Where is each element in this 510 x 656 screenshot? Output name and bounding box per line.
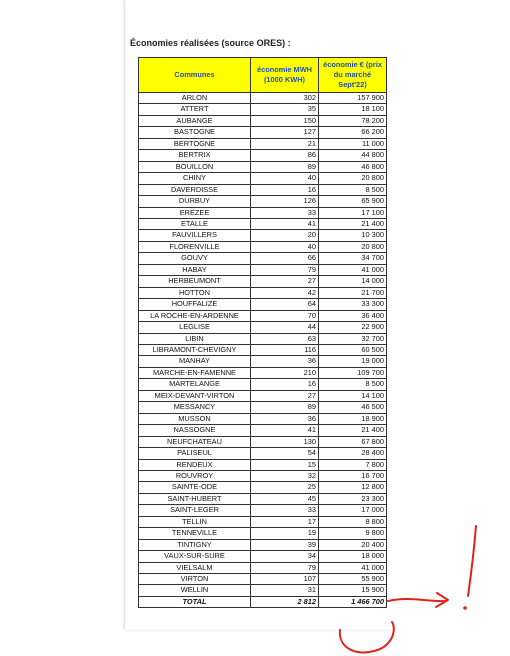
table-row <box>139 241 387 252</box>
table-row <box>139 574 387 585</box>
col-header-communes: Communes <box>139 58 251 93</box>
table-row <box>139 196 387 207</box>
euro-cell: 44 800 <box>319 150 387 161</box>
euro-cell: 12 800 <box>319 482 387 493</box>
mwh-cell: 63 <box>251 333 319 344</box>
commune-cell: CHINY <box>139 173 251 184</box>
euro-cell: 109 700 <box>319 367 387 378</box>
table-row <box>139 402 387 413</box>
commune-cell: MARCHE-EN-FAMENNE <box>139 367 251 378</box>
table-row <box>139 425 387 436</box>
commune-cell: LIBIN <box>139 333 251 344</box>
commune-cell: HABAY <box>139 264 251 275</box>
commune-cell: MEIX-DEVANT-VIRTON <box>139 390 251 401</box>
total-label: TOTAL <box>139 596 251 607</box>
commune-cell: BERTOGNE <box>139 138 251 149</box>
table-row <box>139 413 387 424</box>
table-row <box>139 115 387 126</box>
euro-cell: 10 300 <box>319 230 387 241</box>
euro-cell: 33 300 <box>319 299 387 310</box>
table-row <box>139 379 387 390</box>
mwh-cell: 42 <box>251 287 319 298</box>
euro-cell: 22 900 <box>319 322 387 333</box>
mwh-cell: 130 <box>251 436 319 447</box>
commune-cell: TELLIN <box>139 516 251 527</box>
mwh-cell: 44 <box>251 322 319 333</box>
table-row <box>139 470 387 481</box>
mwh-cell: 210 <box>251 367 319 378</box>
mwh-cell: 45 <box>251 493 319 504</box>
table-row <box>139 173 387 184</box>
commune-cell: TINTIGNY <box>139 539 251 550</box>
mwh-cell: 79 <box>251 562 319 573</box>
commune-cell: VIELSALM <box>139 562 251 573</box>
commune-cell: SAINT-LEGER <box>139 505 251 516</box>
euro-cell: 14 100 <box>319 390 387 401</box>
euro-cell: 21 400 <box>319 425 387 436</box>
euro-cell: 60 500 <box>319 344 387 355</box>
table-row <box>139 344 387 355</box>
mwh-cell: 17 <box>251 516 319 527</box>
mwh-cell: 15 <box>251 459 319 470</box>
euro-cell: 32 700 <box>319 333 387 344</box>
commune-cell: LIBRAMONT-CHEVIGNY <box>139 344 251 355</box>
table-header-row <box>139 58 387 93</box>
commune-cell: ETALLE <box>139 218 251 229</box>
euro-cell: 41 000 <box>319 562 387 573</box>
euro-cell: 34 700 <box>319 253 387 264</box>
table-row <box>139 367 387 378</box>
euro-cell: 36 400 <box>319 310 387 321</box>
table-row <box>139 253 387 264</box>
mwh-cell: 36 <box>251 413 319 424</box>
mwh-cell: 32 <box>251 470 319 481</box>
commune-cell: NASSOGNE <box>139 425 251 436</box>
euro-cell: 19 000 <box>319 356 387 367</box>
total-euro: 1 466 700 <box>319 596 387 607</box>
mwh-cell: 25 <box>251 482 319 493</box>
euro-cell: 7 800 <box>319 459 387 470</box>
euro-cell: 17 000 <box>319 505 387 516</box>
mwh-cell: 33 <box>251 207 319 218</box>
euro-cell: 20 400 <box>319 539 387 550</box>
table-row <box>139 310 387 321</box>
commune-cell: BASTOGNE <box>139 127 251 138</box>
table-row <box>139 551 387 562</box>
table-row <box>139 390 387 401</box>
euro-cell: 55 900 <box>319 574 387 585</box>
euro-cell: 23 300 <box>319 493 387 504</box>
table-row <box>139 505 387 516</box>
euro-cell: 46 800 <box>319 161 387 172</box>
euro-cell: 18 900 <box>319 413 387 424</box>
mwh-cell: 66 <box>251 253 319 264</box>
savings-table <box>138 57 387 608</box>
commune-cell: MARTELANGE <box>139 379 251 390</box>
table-row <box>139 482 387 493</box>
mwh-cell: 41 <box>251 218 319 229</box>
table-row <box>139 448 387 459</box>
table-row <box>139 161 387 172</box>
euro-cell: 157 900 <box>319 93 387 104</box>
mwh-cell: 20 <box>251 230 319 241</box>
euro-cell: 16 700 <box>319 470 387 481</box>
commune-cell: AUBANGE <box>139 115 251 126</box>
mwh-cell: 34 <box>251 551 319 562</box>
commune-cell: MANHAY <box>139 356 251 367</box>
table-row <box>139 516 387 527</box>
mwh-cell: 21 <box>251 138 319 149</box>
commune-cell: DAVERDISSE <box>139 184 251 195</box>
total-mwh: 2 812 <box>251 596 319 607</box>
commune-cell: HOTTON <box>139 287 251 298</box>
page-heading: Économies réalisées (source ORES) : <box>130 38 291 48</box>
mwh-cell: 36 <box>251 356 319 367</box>
table-row <box>139 493 387 504</box>
table-row <box>139 218 387 229</box>
commune-cell: BOUILLON <box>139 161 251 172</box>
table-row <box>139 299 387 310</box>
commune-cell: WELLIN <box>139 585 251 596</box>
table-row <box>139 539 387 550</box>
table-row <box>139 436 387 447</box>
euro-cell: 17 100 <box>319 207 387 218</box>
mwh-cell: 79 <box>251 264 319 275</box>
mwh-cell: 39 <box>251 539 319 550</box>
mwh-cell: 126 <box>251 196 319 207</box>
table-row <box>139 322 387 333</box>
mwh-cell: 19 <box>251 528 319 539</box>
mwh-cell: 27 <box>251 276 319 287</box>
commune-cell: NEUFCHATEAU <box>139 436 251 447</box>
exclamation-stroke <box>468 526 476 596</box>
arrowhead <box>436 593 448 607</box>
mwh-cell: 35 <box>251 104 319 115</box>
euro-cell: 18 000 <box>319 551 387 562</box>
mwh-cell: 86 <box>251 150 319 161</box>
mwh-cell: 89 <box>251 161 319 172</box>
commune-cell: SAINTE-ODE <box>139 482 251 493</box>
mwh-cell: 40 <box>251 241 319 252</box>
mwh-cell: 127 <box>251 127 319 138</box>
mwh-cell: 70 <box>251 310 319 321</box>
table-row <box>139 459 387 470</box>
commune-cell: BERTRIX <box>139 150 251 161</box>
euro-cell: 14 000 <box>319 276 387 287</box>
euro-cell: 41 000 <box>319 264 387 275</box>
commune-cell: PALISEUL <box>139 448 251 459</box>
table-row <box>139 184 387 195</box>
table-row <box>139 264 387 275</box>
euro-cell: 8 500 <box>319 184 387 195</box>
commune-cell: VAUX-SUR-SURE <box>139 551 251 562</box>
mwh-cell: 64 <box>251 299 319 310</box>
mwh-cell: 89 <box>251 402 319 413</box>
table-row <box>139 138 387 149</box>
commune-cell: LEGLISE <box>139 322 251 333</box>
commune-cell: ARLON <box>139 93 251 104</box>
euro-cell: 46 500 <box>319 402 387 413</box>
col-header-mwh: économie MWH (1000 KWH) <box>251 58 319 93</box>
euro-cell: 18 100 <box>319 104 387 115</box>
euro-cell: 28 400 <box>319 448 387 459</box>
table-row <box>139 585 387 596</box>
mwh-cell: 150 <box>251 115 319 126</box>
mwh-cell: 33 <box>251 505 319 516</box>
mwh-cell: 40 <box>251 173 319 184</box>
commune-cell: MUSSON <box>139 413 251 424</box>
mwh-cell: 107 <box>251 574 319 585</box>
commune-cell: RENDEUX <box>139 459 251 470</box>
commune-cell: SAINT-HUBERT <box>139 493 251 504</box>
exclamation-dot <box>463 606 467 610</box>
commune-cell: TENNEVILLE <box>139 528 251 539</box>
euro-cell: 11 000 <box>319 138 387 149</box>
mwh-cell: 41 <box>251 425 319 436</box>
table-row <box>139 528 387 539</box>
commune-cell: VIRTON <box>139 574 251 585</box>
commune-cell: LA ROCHE-EN-ARDENNE <box>139 310 251 321</box>
euro-cell: 21 400 <box>319 218 387 229</box>
table-row <box>139 276 387 287</box>
mwh-cell: 31 <box>251 585 319 596</box>
euro-cell: 66 200 <box>319 127 387 138</box>
mwh-cell: 302 <box>251 93 319 104</box>
commune-cell: GOUVY <box>139 253 251 264</box>
euro-cell: 8 500 <box>319 379 387 390</box>
mwh-cell: 27 <box>251 390 319 401</box>
table-row <box>139 207 387 218</box>
euro-cell: 78 200 <box>319 115 387 126</box>
total-row <box>139 596 387 607</box>
commune-cell: HERBEUMONT <box>139 276 251 287</box>
table-row <box>139 562 387 573</box>
table-row <box>139 150 387 161</box>
table-row <box>139 333 387 344</box>
commune-cell: EREZEE <box>139 207 251 218</box>
euro-cell: 8 800 <box>319 516 387 527</box>
mwh-cell: 54 <box>251 448 319 459</box>
commune-cell: FLORENVILLE <box>139 241 251 252</box>
table-row <box>139 287 387 298</box>
commune-cell: DURBUY <box>139 196 251 207</box>
col-header-euro: économie € (prix du marché Sept'22) <box>319 58 387 93</box>
commune-cell: HOUFFALIZE <box>139 299 251 310</box>
mwh-cell: 16 <box>251 379 319 390</box>
commune-cell: ROUVROY <box>139 470 251 481</box>
table-row <box>139 356 387 367</box>
euro-cell: 9 800 <box>319 528 387 539</box>
table-row <box>139 104 387 115</box>
commune-cell: ATTERT <box>139 104 251 115</box>
table-row <box>139 127 387 138</box>
euro-cell: 21 700 <box>319 287 387 298</box>
commune-cell: MESSANCY <box>139 402 251 413</box>
euro-cell: 65 900 <box>319 196 387 207</box>
mwh-cell: 16 <box>251 184 319 195</box>
euro-cell: 67 800 <box>319 436 387 447</box>
euro-cell: 15 900 <box>319 585 387 596</box>
table-row <box>139 230 387 241</box>
mwh-cell: 116 <box>251 344 319 355</box>
euro-cell: 20 800 <box>319 173 387 184</box>
euro-cell: 20 800 <box>319 241 387 252</box>
table-row <box>139 93 387 104</box>
commune-cell: FAUVILLERS <box>139 230 251 241</box>
